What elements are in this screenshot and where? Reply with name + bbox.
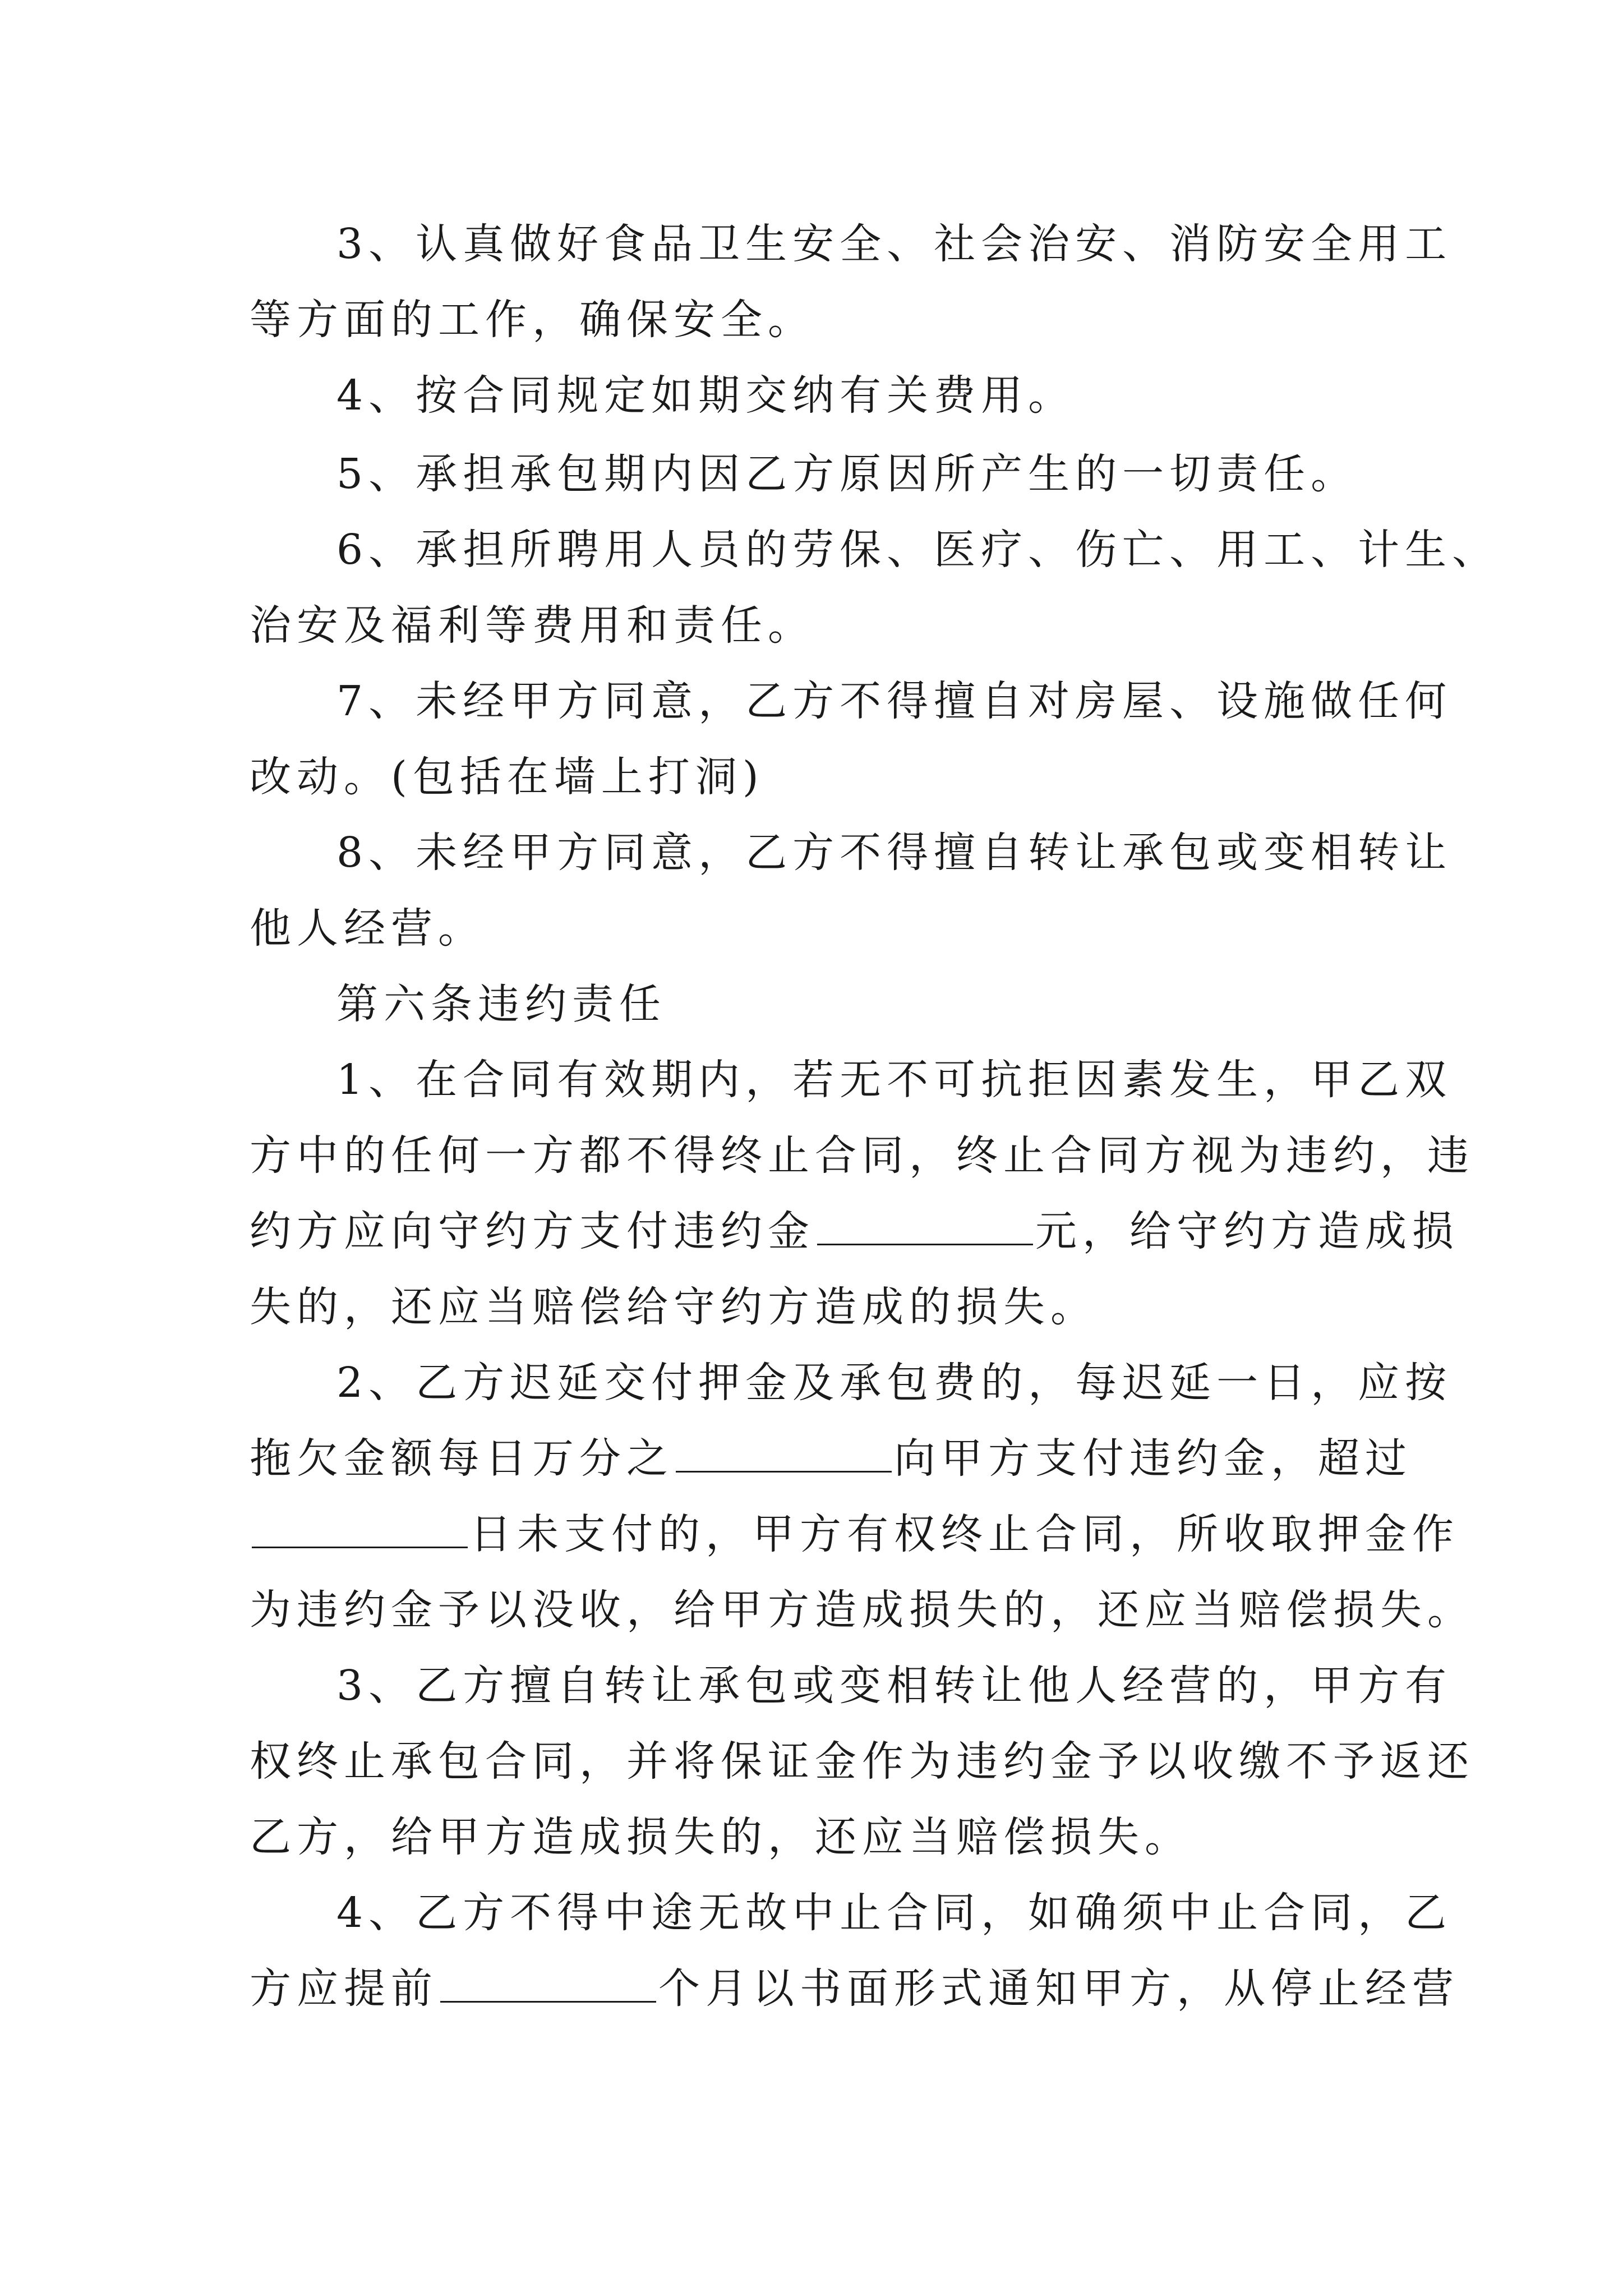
text-segment: 约方应向守约方支付违约金 bbox=[250, 1207, 815, 1255]
text-segment: 拖欠金额每日万分之 bbox=[250, 1434, 674, 1483]
text-line: 8、未经甲方同意，乙方不得擅自转让承包或变相转让 bbox=[336, 829, 1453, 877]
text-line: 他人经营。 bbox=[250, 904, 485, 953]
text-segment: 日未支付的，甲方有权终止合同，所收取押金作 bbox=[470, 1510, 1459, 1558]
text-line bbox=[250, 1425, 1412, 1492]
text-line: 3、认真做好食品卫生安全、社会治安、消防安全用工 bbox=[336, 220, 1453, 268]
text-line: 乙方，给甲方造成损失的，还应当赔偿损失。 bbox=[250, 1813, 1192, 1861]
text-line: 4、乙方不得中途无故中止合同，如确须中止合同，乙 bbox=[336, 1889, 1453, 1937]
text-line: 7、未经甲方同意，乙方不得擅自对房屋、设施做任何 bbox=[336, 677, 1453, 725]
text-line bbox=[250, 1501, 1459, 1568]
text-line: 治安及福利等费用和责任。 bbox=[250, 601, 815, 650]
text-line: 5、承担承包期内因乙方原因所产生的一切责任。 bbox=[336, 450, 1358, 498]
text-segment: 方应提前 bbox=[250, 1964, 438, 2013]
text-line: 4、按合同规定如期交纳有关费用。 bbox=[336, 371, 1076, 420]
text-line: 1、在合同有效期内，若无不可抗拒因素发生，甲乙双 bbox=[336, 1056, 1453, 1104]
text-line: 方中的任何一方都不得终止合同，终止合同方视为违约，违 bbox=[250, 1131, 1474, 1180]
fill-in-blank bbox=[817, 1210, 1033, 1245]
text-line: 改动。(包括在墙上打洞) bbox=[250, 753, 764, 801]
fill-in-blank bbox=[440, 1967, 656, 2003]
fill-in-blank bbox=[676, 1437, 892, 1473]
text-line: 3、乙方擅自转让承包或变相转让他人经营的，甲方有 bbox=[336, 1662, 1453, 1710]
text-line: 2、乙方迟延交付押金及承包费的，每迟延一日，应按 bbox=[336, 1359, 1453, 1407]
text-line: 6、承担所聘用人员的劳保、医疗、伤亡、用工、计生、 bbox=[336, 526, 1500, 574]
text-line: 等方面的工作，确保安全。 bbox=[250, 296, 815, 344]
text-segment: 个月以书面形式通知甲方，从停止经营 bbox=[658, 1964, 1459, 2013]
text-segment: 向甲方支付违约金，超过 bbox=[894, 1434, 1412, 1483]
fill-in-blank bbox=[252, 1513, 468, 1548]
section-heading: 第六条违约责任 bbox=[336, 980, 666, 1028]
text-line bbox=[250, 1955, 1459, 2022]
text-line: 失的，还应当赔偿给守约方造成的损失。 bbox=[250, 1283, 1098, 1331]
text-line bbox=[250, 1198, 1459, 1265]
text-line: 为违约金予以没收，给甲方造成损失的，还应当赔偿损失。 bbox=[250, 1586, 1474, 1634]
text-line: 权终止承包合同，并将保证金作为违约金予以收缴不予返还 bbox=[250, 1737, 1474, 1786]
text-segment: 元，给守约方造成损 bbox=[1035, 1207, 1459, 1255]
